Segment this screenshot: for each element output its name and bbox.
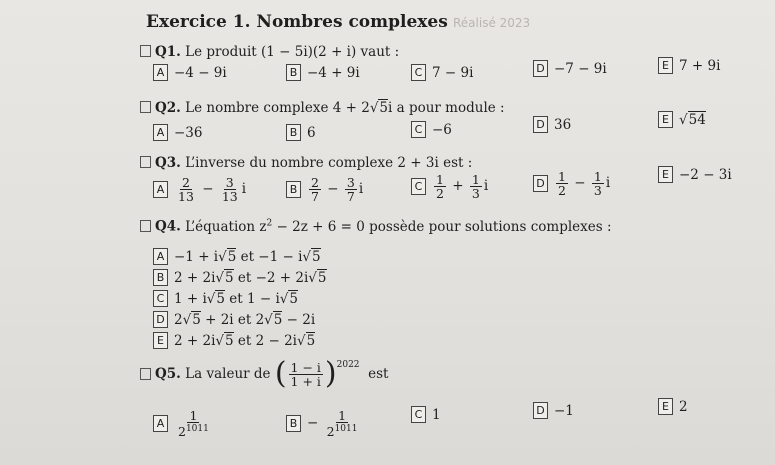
option-letter: A	[153, 64, 168, 81]
q1-text: Le produit (1 − 5i)(2 + i) vaut :	[185, 44, 400, 60]
q3-option-d[interactable]	[533, 170, 610, 197]
option-letter: D	[153, 311, 168, 328]
q2-option-e[interactable]	[658, 111, 706, 128]
q2-option-c[interactable]	[411, 121, 452, 138]
q2-option-b[interactable]	[286, 124, 316, 141]
option-letter: D	[533, 402, 548, 419]
q1-option-c-text: 7 − 9i	[432, 64, 474, 81]
q2-label: Q2.	[155, 100, 181, 116]
q5-option-a-text: $\frac{1}{2^{1011}}$	[178, 408, 209, 440]
question-3	[140, 155, 472, 171]
option-letter: B	[153, 269, 168, 286]
checkbox-q5[interactable]	[140, 368, 151, 380]
option-letter: C	[411, 64, 426, 81]
q2-option-b-text: 6	[307, 124, 316, 141]
q1-option-e[interactable]	[658, 57, 720, 74]
q1-option-d-text: −7 − 9i	[554, 60, 607, 77]
question-2	[140, 100, 505, 116]
option-letter: A	[153, 181, 168, 198]
q1-option-e-text: 7 + 9i	[679, 57, 721, 74]
watermark-text: Réalisé 2023	[453, 16, 531, 30]
q2-text: Le nombre complexe 4 + 2√5i a pour module :	[185, 100, 505, 116]
option-letter: C	[153, 290, 168, 307]
option-letter: C	[411, 178, 426, 195]
q2-option-e-text: √54	[679, 111, 706, 128]
q4-option-d-text: 2√5 + 2i et 2√5 − 2i	[174, 311, 316, 328]
q3-option-b[interactable]	[286, 176, 363, 203]
q5-option-b-text: − $\frac{1}{2^{1011}}$	[307, 408, 358, 440]
q4-option-e[interactable]	[153, 332, 315, 349]
option-letter: B	[286, 415, 301, 432]
checkbox-q1[interactable]	[140, 45, 151, 57]
q2-option-c-text: −6	[432, 121, 452, 138]
q3-label: Q3.	[155, 155, 181, 171]
q5-option-c-text: 1	[432, 406, 441, 423]
checkbox-q4[interactable]	[140, 220, 151, 232]
q2-option-d[interactable]	[533, 116, 571, 133]
q5-text: La valeur de ( $\frac{1 - i}{1 + i}$ ) $^{2022}$ est	[185, 356, 389, 391]
option-letter: E	[658, 57, 673, 74]
q4-option-a-text: −1 + i√5 et −1 − i√5	[174, 248, 321, 265]
q1-option-b-text: −4 + 9i	[307, 64, 360, 81]
option-letter: C	[411, 121, 426, 138]
option-letter: C	[411, 406, 426, 423]
q4-option-c[interactable]	[153, 290, 298, 307]
question-5	[140, 356, 389, 391]
option-letter: E	[153, 332, 168, 349]
checkbox-q3[interactable]	[140, 156, 151, 168]
page-title: Exercice 1. Nombres complexes	[146, 12, 448, 32]
question-4	[140, 218, 612, 235]
q1-option-a-text: −4 − 9i	[174, 64, 227, 81]
q4-text: L’équation $z^2 - 2z + 6 = 0$ possède pour solutions complexes :	[185, 218, 612, 235]
option-letter: D	[533, 116, 548, 133]
q4-option-c-text: 1 + i√5 et 1 − i√5	[174, 290, 298, 307]
q4-option-b-text: 2 + 2i√5 et −2 + 2i√5	[174, 269, 327, 286]
q3-option-e-text: −2 − 3i	[679, 166, 732, 183]
q3-option-a-text: $\frac{2}{13}$ − $\frac{3}{13}$ i	[178, 175, 247, 204]
q3-option-c-text: $\frac{1}{2}$ + $\frac{1}{3}$ i	[436, 172, 489, 201]
q5-option-c[interactable]	[411, 406, 441, 423]
q4-option-a[interactable]	[153, 248, 321, 265]
option-letter: B	[286, 124, 301, 141]
q5-option-e[interactable]	[658, 398, 688, 415]
q2-option-a-text: −36	[174, 124, 203, 141]
q3-option-c[interactable]	[411, 173, 488, 200]
option-letter: B	[286, 181, 301, 198]
q3-option-d-text: $\frac{1}{2}$ − $\frac{1}{3}$ i	[558, 169, 611, 198]
option-letter: E	[658, 398, 673, 415]
q5-label: Q5.	[155, 366, 181, 382]
option-letter: A	[153, 415, 168, 432]
option-letter: A	[153, 124, 168, 141]
q3-option-e[interactable]	[658, 166, 732, 183]
checkbox-q2[interactable]	[140, 101, 151, 113]
q5-option-d[interactable]	[533, 402, 574, 419]
q4-option-d[interactable]	[153, 311, 315, 328]
q4-option-e-text: 2 + 2i√5 et 2 − 2i√5	[174, 332, 316, 349]
q1-option-a[interactable]	[153, 64, 227, 81]
q1-label: Q1.	[155, 44, 181, 60]
q3-option-a[interactable]	[153, 176, 246, 203]
question-1	[140, 44, 399, 60]
option-letter: A	[153, 248, 168, 265]
option-letter: D	[533, 60, 548, 77]
q1-option-c[interactable]	[411, 64, 473, 81]
q5-option-d-text: −1	[554, 402, 574, 419]
option-letter: E	[658, 166, 673, 183]
q5-option-a[interactable]	[153, 409, 213, 438]
q4-option-b[interactable]	[153, 269, 327, 286]
q3-option-b-text: $\frac{2}{7}$ − $\frac{3}{7}$ i	[311, 175, 364, 204]
option-letter: E	[658, 111, 673, 128]
q1-option-d[interactable]	[533, 60, 607, 77]
q1-option-b[interactable]	[286, 64, 360, 81]
option-letter: D	[533, 175, 548, 192]
option-letter: B	[286, 64, 301, 81]
q2-option-d-text: 36	[554, 116, 572, 133]
q3-text: L’inverse du nombre complexe 2 + 3i est :	[185, 155, 473, 171]
q2-option-a[interactable]	[153, 124, 203, 141]
q4-label: Q4.	[155, 218, 181, 235]
q5-option-b[interactable]	[286, 409, 361, 438]
q5-option-e-text: 2	[679, 398, 688, 415]
